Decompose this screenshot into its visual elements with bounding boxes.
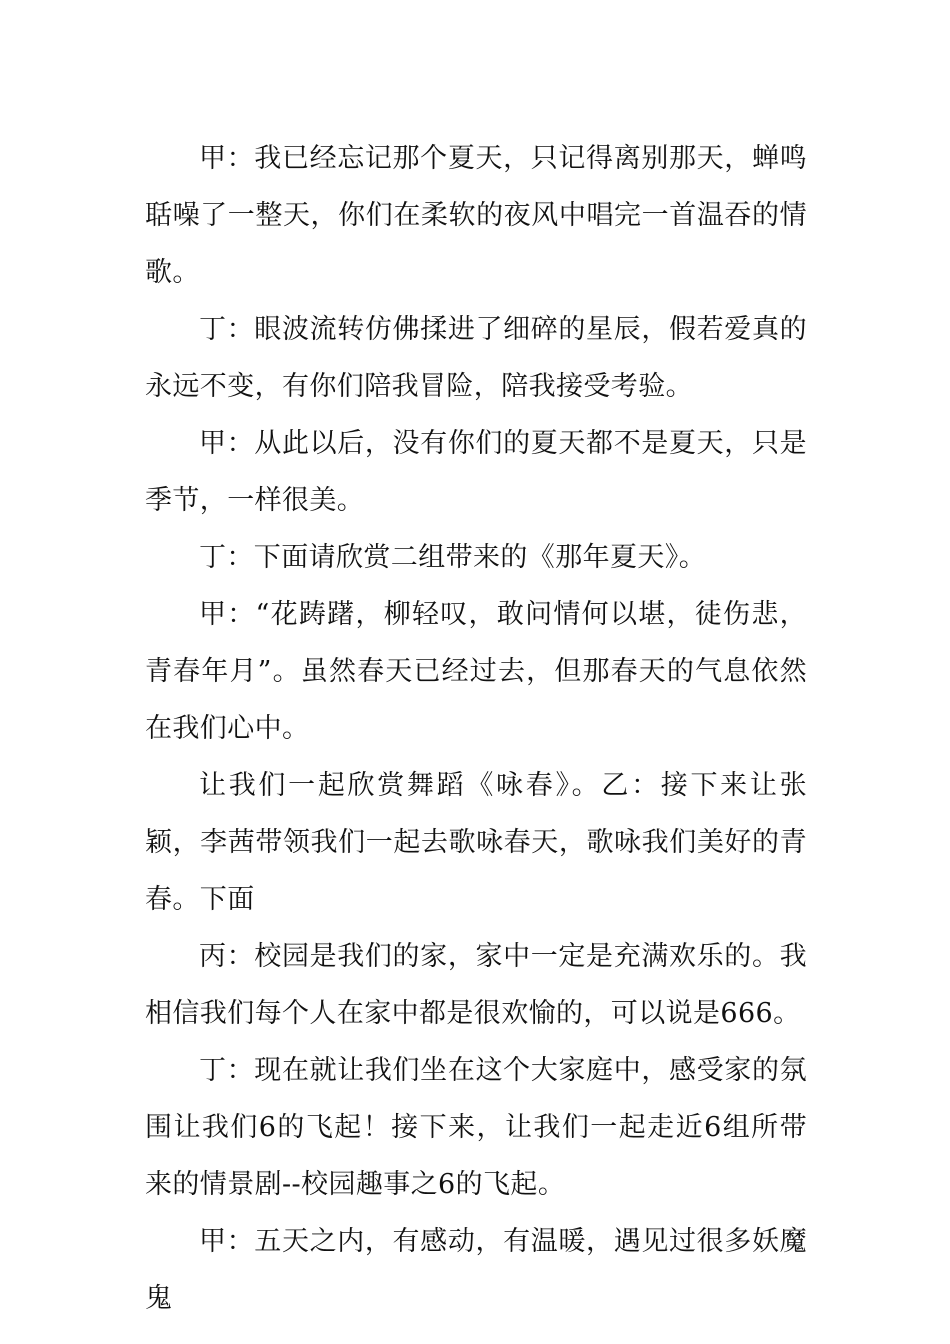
paragraph-3: 甲：从此以后，没有你们的夏天都不是夏天，只是季节，一样很美。 (145, 428, 807, 516)
paragraph-7: 丙：校园是我们的家，家中一定是充满欢乐的。我相信我们每个人在家中都是很欢愉的，可以说是666。 (145, 941, 807, 1029)
paragraph-9: 甲：五天之内，有感动，有温暖，遇见过很多妖魔鬼 (145, 1226, 807, 1314)
paragraph-8: 丁：现在就让我们坐在这个大家庭中，感受家的氛围让我们6的飞起！接下来，让我们一起走近6组所带来的情景剧--校园趣事之6的飞起。 (145, 1055, 807, 1200)
paragraph-2: 丁：眼波流转仿佛揉进了细碎的星辰，假若爱真的永远不变，有你们陪我冒险，陪我接受考验。 (145, 314, 807, 402)
paragraph-4: 丁：下面请欣赏二组带来的《那年夏天》。 (199, 542, 707, 573)
paragraph-6: 让我们一起欣赏舞蹈《咏春》。乙：接下来让张颖，李茜带领我们一起去歌咏春天，歌咏我们美好的青春。下面 (145, 770, 807, 915)
paragraph-5: 甲：“花踌躇，柳轻叹，敢问情何以堪，徒伤悲，青春年月”。虽然春天已经过去，但那春天的气息依然在我们心中。 (145, 599, 807, 744)
paragraph-1: 甲：我已经忘记那个夏天，只记得离别那天，蝉鸣聒噪了一整天，你们在柔软的夜风中唱完一首温吞的情歌。 (145, 143, 807, 288)
document-body (145, 130, 807, 1327)
